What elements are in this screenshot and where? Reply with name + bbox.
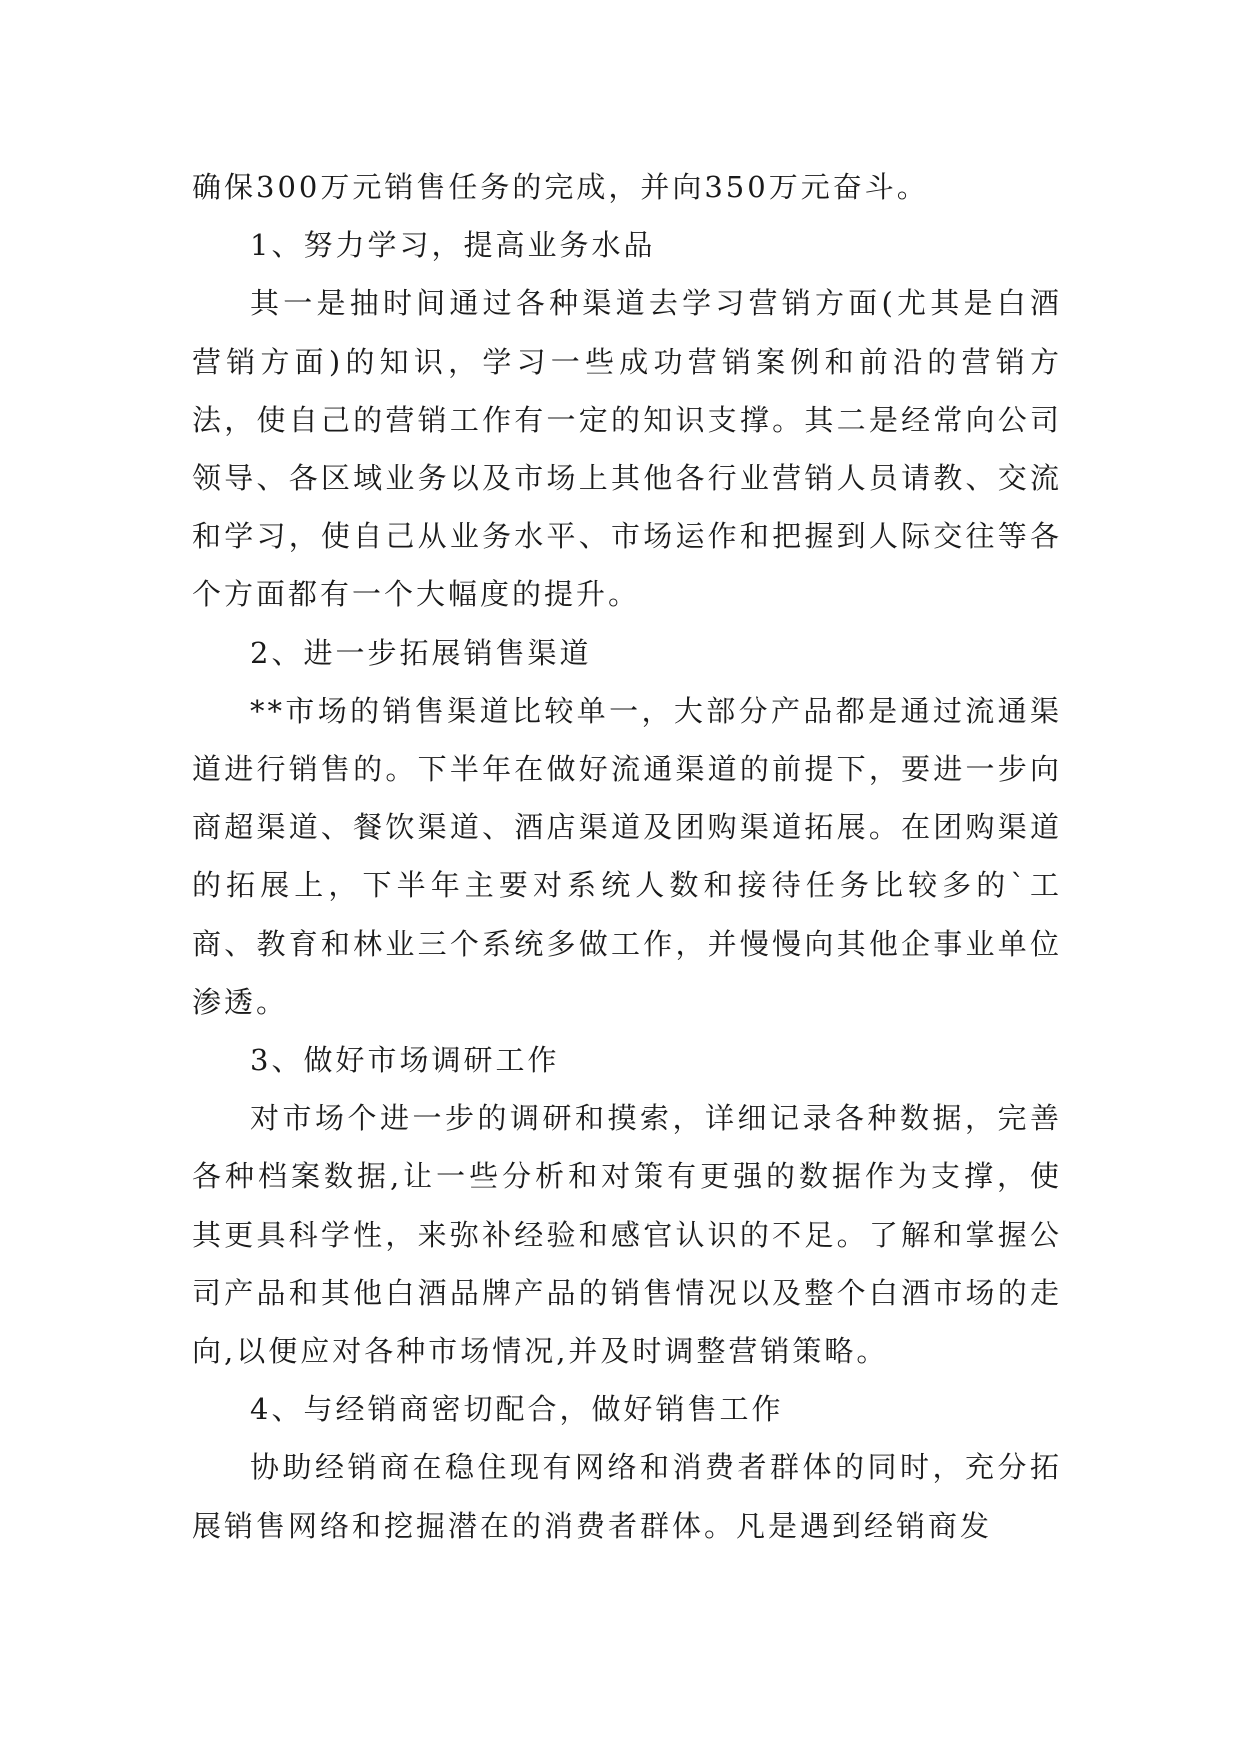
section-heading-4: 4、与经销商密切配合，做好销售工作 — [250, 1392, 784, 1427]
paragraph-channels: **市场的销售渠道比较单一，大部分产品都是通过流通渠道进行销售的。下半年在做好流通渠道的前提下，要进一步向商超渠道、餐饮渠道、酒店渠道及团购渠道拓展。在团购渠道的拓展上，下半年主要对系统人数和接待任务比较多的`工商、教育和林业三个系统多做工作，并慢慢向其他企事业单位渗透。 — [192, 693, 1062, 1019]
section-heading-2: 2、进一步拓展销售渠道 — [250, 635, 592, 670]
section-heading-1: 1、努力学习，提高业务水品 — [250, 228, 656, 263]
paragraph-study: 其一是抽时间通过各种渠道去学习营销方面(尤其是白酒营销方面)的知识，学习一些成功营销案例和前沿的营销方法，使自己的营销工作有一定的知识支撑。其二是经常向公司领导、各区域业务以及市场上其他各行业营销人员请教、交流和学习，使自己从业务水平、市场运作和把握到人际交往等各个方面都有一个大幅度的提升。 — [192, 286, 1062, 612]
document-body — [192, 158, 1062, 1555]
paragraph-dealers: 协助经销商在稳住现有网络和消费者群体的同时，充分拓展销售网络和挖掘潜在的消费者群体。凡是遇到经销商发 — [192, 1450, 1062, 1543]
section-heading-3: 3、做好市场调研工作 — [250, 1043, 560, 1078]
paragraph-research: 对市场个进一步的调研和摸索，详细记录各种数据，完善各种档案数据,让一些分析和对策有更强的数据作为支撑，使其更具科学性，来弥补经验和感官认识的不足。了解和掌握公司产品和其他白酒品牌产品的销售情况以及整个白酒市场的走向,以便应对各种市场情况,并及时调整营销策略。 — [192, 1101, 1062, 1369]
paragraph-sales-target: 确保300万元销售任务的完成，并向350万元奋斗。 — [192, 170, 929, 204]
